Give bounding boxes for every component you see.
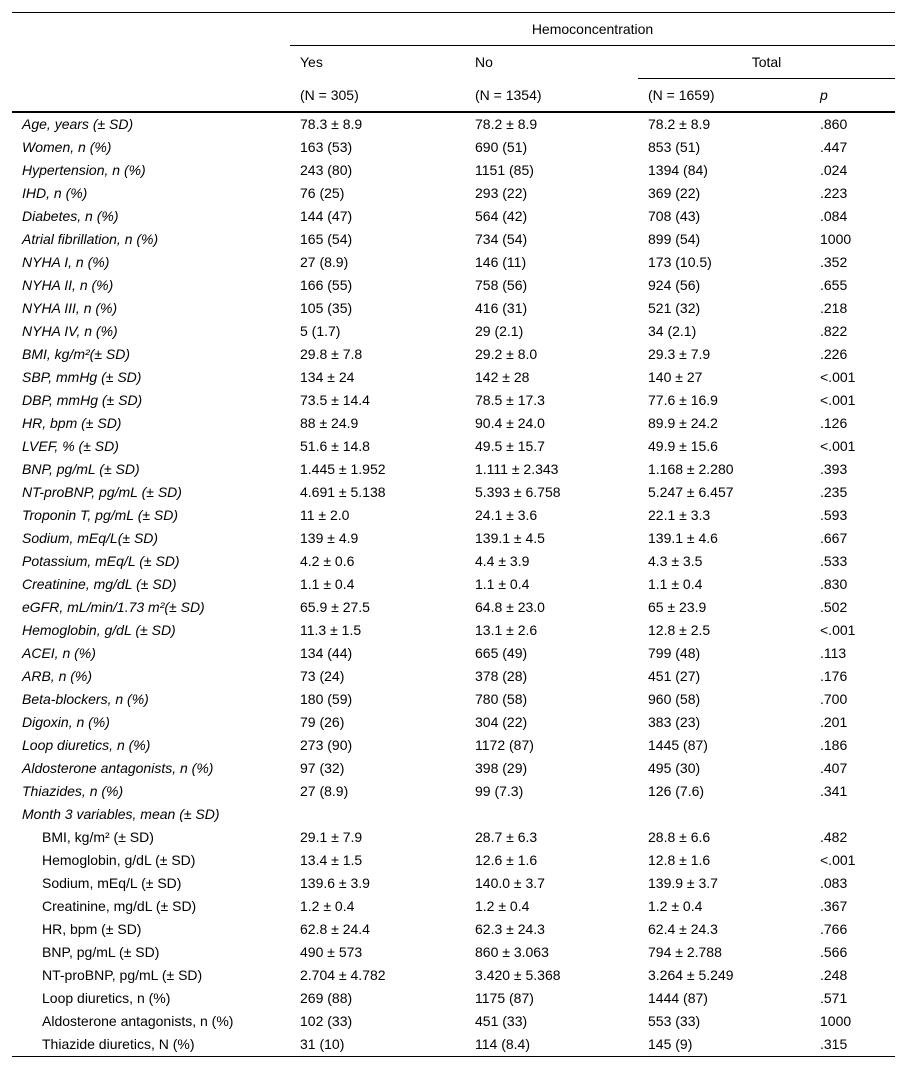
cell-p: .084 <box>820 208 848 224</box>
cell-yes: 79 (26) <box>300 714 345 730</box>
cell-p: 1000 <box>820 231 852 247</box>
cell-p: .223 <box>820 185 848 201</box>
row-label: DBP, mmHg (± SD) <box>22 392 143 408</box>
cell-no: 1.111 ± 2.343 <box>475 461 559 477</box>
cell-yes: 134 ± 24 <box>300 369 355 385</box>
table-row <box>12 389 895 412</box>
table-row <box>12 895 895 918</box>
cell-p: .482 <box>820 829 848 845</box>
cell-no: 398 (29) <box>475 760 528 776</box>
cell-yes: 76 (25) <box>300 185 345 201</box>
cell-total: 140 ± 27 <box>648 369 703 385</box>
cell-no: 1151 (85) <box>475 162 534 178</box>
cell-total: 708 (43) <box>648 208 701 224</box>
cell-p: .176 <box>820 668 848 684</box>
cell-yes: 51.6 ± 14.8 <box>300 438 370 454</box>
cell-total: 126 (7.6) <box>648 783 705 799</box>
cell-no: 24.1 ± 3.6 <box>475 507 538 523</box>
row-label: Aldosterone antagonists, n (%) <box>42 1013 234 1029</box>
cell-total: 29.3 ± 7.9 <box>648 346 711 362</box>
cell-p: .201 <box>820 714 848 730</box>
cell-p: .447 <box>820 139 848 155</box>
row-label: BMI, kg/m² (± SD) <box>42 829 154 845</box>
cell-yes <box>290 803 465 826</box>
cell-no: 416 (31) <box>475 300 528 316</box>
cell-total: 1445 (87) <box>648 737 708 753</box>
cell-yes: 2.704 ± 4.782 <box>300 967 386 983</box>
cell-no: 860 ± 3.063 <box>475 944 549 960</box>
table-row <box>12 550 895 573</box>
cell-yes: 65.9 ± 27.5 <box>300 599 370 615</box>
cell-yes: 73 (24) <box>300 668 345 684</box>
cell-no: 90.4 ± 24.0 <box>475 415 545 431</box>
corner-cell <box>12 13 290 113</box>
group-title: Hemoconcentration <box>290 13 895 46</box>
cell-no: 451 (33) <box>475 1013 528 1029</box>
cell-p: .083 <box>820 875 848 891</box>
cell-yes: 11 ± 2.0 <box>300 507 350 523</box>
cell-no: 1.2 ± 0.4 <box>475 898 530 914</box>
cell-p: .248 <box>820 967 848 983</box>
cell-p: .655 <box>820 277 848 293</box>
row-label: BMI, kg/m²(± SD) <box>22 346 131 362</box>
cell-p: <.001 <box>820 392 856 408</box>
cell-no: 758 (56) <box>475 277 528 293</box>
row-label: ACEI, n (%) <box>22 645 96 661</box>
row-label: NYHA IV, n (%) <box>22 323 118 339</box>
cell-p: .341 <box>820 783 848 799</box>
cell-p: <.001 <box>820 852 856 868</box>
cell-total: 145 (9) <box>638 1033 810 1057</box>
cell-p: .393 <box>820 461 848 477</box>
table-row <box>12 481 895 504</box>
cell-total: 794 ± 2.788 <box>648 944 722 960</box>
cell-no: 1175 (87) <box>475 990 534 1006</box>
cell-no: 780 (58) <box>475 691 528 707</box>
cell-yes: 134 (44) <box>300 645 353 661</box>
table-row <box>12 734 895 757</box>
cell-yes: 166 (55) <box>300 277 353 293</box>
table-row <box>12 642 895 665</box>
cell-yes: 1.2 ± 0.4 <box>300 898 355 914</box>
row-label: Digoxin, n (%) <box>22 714 110 730</box>
row-label: Thiazides, n (%) <box>22 783 124 799</box>
cell-total <box>638 803 810 826</box>
table-row <box>12 343 895 366</box>
row-label: BNP, pg/mL (± SD) <box>42 944 160 960</box>
col-total-n: (N = 1659) <box>638 79 810 113</box>
row-label: Hemoglobin, g/dL (± SD) <box>22 622 176 638</box>
cell-no: 564 (42) <box>475 208 528 224</box>
cell-no: 293 (22) <box>475 185 528 201</box>
row-label: Month 3 variables, mean (± SD) <box>22 806 220 822</box>
table-row <box>12 964 895 987</box>
row-label: eGFR, mL/min/1.73 m²(± SD) <box>22 599 205 615</box>
row-label: Potassium, mEq/L (± SD) <box>22 553 180 569</box>
cell-yes: 27 (8.9) <box>300 783 349 799</box>
row-label: LVEF, % (± SD) <box>22 438 119 454</box>
cell-p: <.001 <box>820 622 856 638</box>
cell-no <box>465 803 638 826</box>
cell-yes: 4.691 ± 5.138 <box>300 484 386 500</box>
cell-yes: 269 (88) <box>300 990 353 1006</box>
table-row <box>12 136 895 159</box>
col-yes-n: (N = 305) <box>290 79 465 113</box>
row-label: Creatinine, mg/dL (± SD) <box>22 576 177 592</box>
cell-no: 5.393 ± 6.758 <box>475 484 561 500</box>
table-container <box>12 12 895 1057</box>
cell-p: .566 <box>820 944 848 960</box>
table-row <box>12 573 895 596</box>
cell-p: .407 <box>820 760 848 776</box>
cell-total: 139.9 ± 3.7 <box>648 875 718 891</box>
col-yes-header: Yes <box>300 54 323 71</box>
cell-total: 78.2 ± 8.9 <box>648 116 711 132</box>
row-label: Sodium, mEq/L(± SD) <box>22 530 159 546</box>
table-row <box>12 112 895 136</box>
cell-no: 1.1 ± 0.4 <box>475 576 530 592</box>
cell-total: 3.264 ± 5.249 <box>648 967 734 983</box>
cell-total: 77.6 ± 16.9 <box>648 392 718 408</box>
row-label: Hemoglobin, g/dL (± SD) <box>42 852 196 868</box>
cell-p: .126 <box>820 415 848 431</box>
cell-total: 89.9 ± 24.2 <box>648 415 718 431</box>
cell-total: 139.1 ± 4.6 <box>648 530 718 546</box>
cell-no: 378 (28) <box>475 668 528 684</box>
cell-no: 29.2 ± 8.0 <box>475 346 538 362</box>
row-label: Sodium, mEq/L (± SD) <box>42 875 182 891</box>
col-no-n: (N = 1354) <box>465 79 638 113</box>
row-label: Hypertension, n (%) <box>22 162 146 178</box>
cell-no: 29 (2.1) <box>475 323 524 339</box>
cell-total: 553 (33) <box>648 1013 701 1029</box>
cell-no: 1172 (87) <box>475 737 534 753</box>
cell-p: .024 <box>820 162 848 178</box>
cell-no: 140.0 ± 3.7 <box>475 875 545 891</box>
cell-p: .226 <box>820 346 848 362</box>
col-no-header: No <box>475 54 493 71</box>
row-label: NYHA II, n (%) <box>22 277 114 293</box>
cell-p: .502 <box>820 599 848 615</box>
table-row <box>12 1010 895 1033</box>
cell-no: 114 (8.4) <box>465 1033 638 1057</box>
cell-total: 173 (10.5) <box>648 254 712 270</box>
cell-total: 1.1 ± 0.4 <box>648 576 703 592</box>
cell-yes: 29.1 ± 7.9 <box>300 829 363 845</box>
cell-total: 1394 (84) <box>648 162 708 178</box>
cell-no: 690 (51) <box>475 139 528 155</box>
cell-no: 64.8 ± 23.0 <box>475 599 545 615</box>
cell-p: .860 <box>820 116 848 132</box>
cell-no: 304 (22) <box>475 714 528 730</box>
cell-p: .186 <box>820 737 848 753</box>
cell-p: .352 <box>820 254 848 270</box>
row-label: NT-proBNP, pg/mL (± SD) <box>42 967 203 983</box>
table-row <box>12 596 895 619</box>
table-row <box>12 711 895 734</box>
cell-total: 62.4 ± 24.3 <box>648 921 718 937</box>
cell-no: 62.3 ± 24.3 <box>475 921 545 937</box>
cell-yes: 88 ± 24.9 <box>300 415 359 431</box>
cell-no: 4.4 ± 3.9 <box>475 553 530 569</box>
cell-p <box>810 803 895 826</box>
cell-p: .830 <box>820 576 848 592</box>
table-row <box>12 458 895 481</box>
col-total-header: Total <box>638 46 895 79</box>
col-p-header: p <box>810 79 895 113</box>
row-label: IHD, n (%) <box>22 185 88 201</box>
table-row <box>12 435 895 458</box>
cell-yes: 180 (59) <box>300 691 353 707</box>
cell-p: .367 <box>820 898 848 914</box>
cell-p: .315 <box>810 1033 895 1057</box>
cell-yes: 243 (80) <box>300 162 353 178</box>
cell-yes: 13.4 ± 1.5 <box>300 852 363 868</box>
cell-total: 960 (58) <box>648 691 701 707</box>
cell-p: <.001 <box>820 438 856 454</box>
cell-total: 799 (48) <box>648 645 701 661</box>
cell-no: 13.1 ± 2.6 <box>475 622 538 638</box>
cell-total: 12.8 ± 1.6 <box>648 852 711 868</box>
table-row <box>12 228 895 251</box>
cell-p: .700 <box>820 691 848 707</box>
cell-yes: 165 (54) <box>300 231 353 247</box>
cell-p: .667 <box>820 530 848 546</box>
table-row <box>12 941 895 964</box>
row-label: BNP, pg/mL (± SD) <box>22 461 140 477</box>
cell-total: 1444 (87) <box>648 990 708 1006</box>
cell-p: .766 <box>820 921 848 937</box>
table-row <box>12 803 895 826</box>
table-row <box>12 780 895 803</box>
cell-yes: 29.8 ± 7.8 <box>300 346 363 362</box>
cell-p: .571 <box>820 990 848 1006</box>
cell-total: 853 (51) <box>648 139 701 155</box>
table-row <box>12 688 895 711</box>
row-label: Troponin T, pg/mL (± SD) <box>22 507 179 523</box>
cell-total: 383 (23) <box>648 714 701 730</box>
row-label: ARB, n (%) <box>22 668 93 684</box>
cell-p: .218 <box>820 300 848 316</box>
table-row <box>12 159 895 182</box>
cell-yes: 78.3 ± 8.9 <box>300 116 363 132</box>
row-label: Loop diuretics, n (%) <box>42 990 171 1006</box>
row-label: HR, bpm (± SD) <box>42 921 142 937</box>
cell-yes: 4.2 ± 0.6 <box>300 553 355 569</box>
cell-total: 22.1 ± 3.3 <box>648 507 711 523</box>
cell-total: 4.3 ± 3.5 <box>648 553 703 569</box>
cell-no: 734 (54) <box>475 231 528 247</box>
cell-no: 99 (7.3) <box>475 783 524 799</box>
cell-yes: 163 (53) <box>300 139 353 155</box>
table-row <box>12 182 895 205</box>
cell-no: 3.420 ± 5.368 <box>475 967 561 983</box>
cell-total: 1.2 ± 0.4 <box>648 898 703 914</box>
cell-yes: 27 (8.9) <box>300 254 349 270</box>
row-label: Aldosterone antagonists, n (%) <box>22 760 214 776</box>
row-label: Diabetes, n (%) <box>22 208 119 224</box>
table-row <box>12 757 895 780</box>
table-row <box>12 297 895 320</box>
cell-yes: 273 (90) <box>300 737 353 753</box>
cell-total: 65 ± 23.9 <box>648 599 707 615</box>
hemoconcentration-table <box>12 12 895 1057</box>
cell-yes: 102 (33) <box>300 1013 353 1029</box>
table-row <box>12 665 895 688</box>
cell-p: .822 <box>820 323 848 339</box>
cell-p: .235 <box>820 484 848 500</box>
cell-yes: 73.5 ± 14.4 <box>300 392 370 408</box>
row-label: Women, n (%) <box>22 139 112 155</box>
table-row <box>12 527 895 550</box>
cell-total: 451 (27) <box>648 668 701 684</box>
row-label: Thiazide diuretics, N (%) <box>12 1033 290 1057</box>
cell-yes: 139 ± 4.9 <box>300 530 359 546</box>
table-row <box>12 1033 895 1057</box>
cell-yes: 144 (47) <box>300 208 353 224</box>
row-label: NYHA III, n (%) <box>22 300 118 316</box>
table-row <box>12 274 895 297</box>
cell-no: 139.1 ± 4.5 <box>475 530 545 546</box>
table-row <box>12 251 895 274</box>
cell-yes: 11.3 ± 1.5 <box>300 622 362 638</box>
table-row <box>12 849 895 872</box>
cell-yes: 139.6 ± 3.9 <box>300 875 370 891</box>
cell-yes: 105 (35) <box>300 300 353 316</box>
cell-total: 49.9 ± 15.6 <box>648 438 718 454</box>
table-row <box>12 918 895 941</box>
cell-no: 78.5 ± 17.3 <box>475 392 545 408</box>
table-row <box>12 872 895 895</box>
cell-total: 495 (30) <box>648 760 701 776</box>
cell-p: .593 <box>820 507 848 523</box>
table-row <box>12 826 895 849</box>
cell-total: 34 (2.1) <box>648 323 697 339</box>
cell-yes: 97 (32) <box>300 760 345 776</box>
cell-p: .113 <box>820 645 847 661</box>
cell-yes: 1.1 ± 0.4 <box>300 576 355 592</box>
row-label: NYHA I, n (%) <box>22 254 110 270</box>
cell-yes: 490 ± 573 <box>300 944 363 960</box>
cell-total: 1.168 ± 2.280 <box>648 461 734 477</box>
table-row <box>12 412 895 435</box>
cell-yes: 1.445 ± 1.952 <box>300 461 386 477</box>
cell-no: 12.6 ± 1.6 <box>475 852 538 868</box>
cell-total: 924 (56) <box>648 277 701 293</box>
table-row <box>12 205 895 228</box>
cell-p: 1000 <box>820 1013 852 1029</box>
cell-total: 369 (22) <box>648 185 701 201</box>
cell-total: 521 (32) <box>648 300 701 316</box>
row-label: Age, years (± SD) <box>22 116 134 132</box>
table-row <box>12 504 895 527</box>
table-row <box>12 987 895 1010</box>
cell-total: 12.8 ± 2.5 <box>648 622 711 638</box>
table-body <box>12 112 895 1057</box>
row-label: NT-proBNP, pg/mL (± SD) <box>22 484 182 500</box>
table-row <box>12 366 895 389</box>
row-label: HR, bpm (± SD) <box>22 415 122 431</box>
cell-p: <.001 <box>820 369 856 385</box>
table-row <box>12 619 895 642</box>
table-header <box>12 13 895 113</box>
cell-no: 665 (49) <box>475 645 528 661</box>
table-row <box>12 320 895 343</box>
cell-total: 28.8 ± 6.6 <box>648 829 711 845</box>
cell-yes: 31 (10) <box>290 1033 465 1057</box>
cell-yes: 5 (1.7) <box>300 323 341 339</box>
cell-no: 78.2 ± 8.9 <box>475 116 538 132</box>
row-label: Creatinine, mg/dL (± SD) <box>42 898 197 914</box>
cell-p: .533 <box>820 553 848 569</box>
cell-total: 899 (54) <box>648 231 701 247</box>
row-label: Beta-blockers, n (%) <box>22 691 149 707</box>
cell-no: 28.7 ± 6.3 <box>475 829 538 845</box>
row-label: SBP, mmHg (± SD) <box>22 369 142 385</box>
cell-no: 142 ± 28 <box>475 369 530 385</box>
cell-yes: 62.8 ± 24.4 <box>300 921 370 937</box>
row-label: Loop diuretics, n (%) <box>22 737 151 753</box>
row-label: Atrial fibrillation, n (%) <box>22 231 159 247</box>
cell-no: 49.5 ± 15.7 <box>475 438 545 454</box>
cell-no: 146 (11) <box>475 254 527 270</box>
cell-total: 5.247 ± 6.457 <box>648 484 734 500</box>
